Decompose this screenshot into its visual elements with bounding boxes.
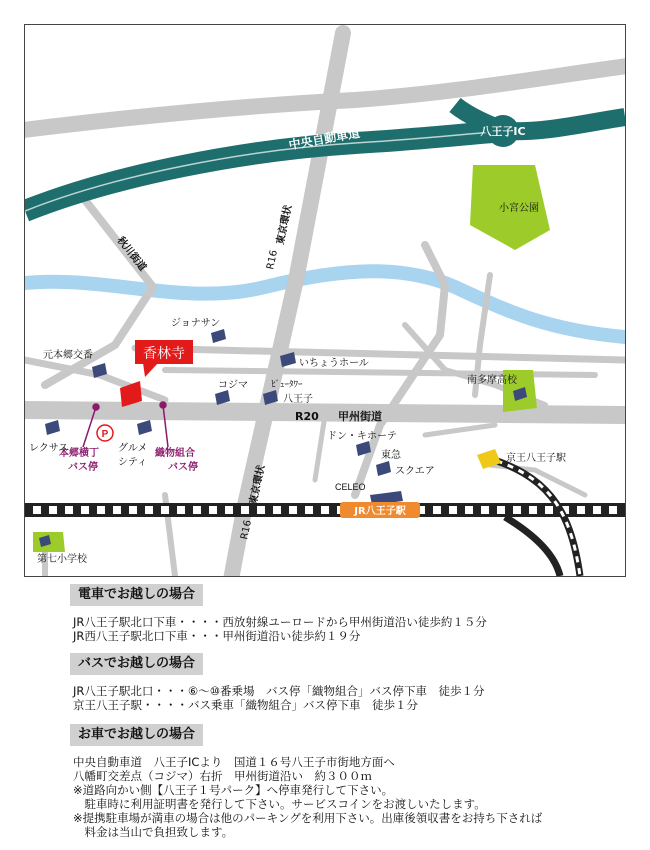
car-line-2: 八幡町交差点（コジマ）右折 甲州街道沿い 約３００ｍ (73, 769, 372, 783)
train-line-2: JR西八王子駅北口下車・・・甲州街道沿い徒歩約１９分 (73, 629, 361, 643)
map-canvas (25, 25, 625, 576)
hongo-busstop-label-2: バス停 (68, 462, 98, 473)
gourmet-label-2: シティ (118, 457, 148, 468)
lexus-label: レクサス (29, 443, 69, 454)
river (25, 271, 625, 337)
orimono-busstop-label-1: 織物組合 (155, 448, 195, 459)
building-gourmet (137, 420, 152, 435)
train-section-title: 電車でお越しの場合 (70, 584, 203, 606)
r16-lower-label: R16 (239, 519, 255, 541)
korinji-callout-pointer (143, 363, 158, 377)
minamitama-label: 南多摩高校 (467, 375, 517, 386)
akigawa-label: 秋川街道 (114, 235, 148, 274)
koshu-label: 甲州街道 (338, 410, 382, 423)
beauty-tower-label-2: 八王子 (283, 394, 313, 405)
jonathan-label: ジョナサン (171, 318, 221, 329)
hongo-busstop-label-1: 本郷横丁 (59, 448, 99, 459)
bus-section-title: バスでお越しの場合 (70, 653, 203, 675)
building-tokyu (376, 461, 391, 476)
chuo-expressway (25, 131, 505, 211)
car-line-1: 中央自動車道 八王子ICより 国道１６号八王子市街地方面へ (73, 755, 395, 769)
don-quijote-label: ドン・キホーテ (327, 431, 397, 442)
bus-line-1: JR八王子駅北口・・・⑥～⑩番乗場 バス停「織物組合」バス停下車 徒歩１分 (73, 684, 485, 698)
ic-label: 八王子IC (480, 125, 526, 138)
bus-line-2: 京王八王子駅・・・・バス乗車「織物組合」バス停下車 徒歩１分 (73, 698, 418, 712)
keio-station-label: 京王八王子駅 (506, 453, 566, 464)
car-line-4: 駐車時に利用証明書を発行して下さい。サービスコインをお渡しいたします。 (73, 797, 486, 811)
school7-label: 第七小学校 (37, 554, 87, 565)
gourmet-label-1: グルメ (118, 443, 148, 454)
building-jonathan (211, 329, 226, 343)
parking-label: P (101, 429, 109, 440)
car-line-6: 料金は当山で負担致します。 (73, 825, 234, 839)
tokyu-label-1: 東急 (381, 450, 401, 461)
orimono-busstop-label-2: バス停 (168, 462, 198, 473)
celeo-label: CELEO (335, 482, 366, 492)
highway-label: 中央自動車道 (287, 125, 361, 153)
tokyo-loop-lower-label: 東京環状 (248, 464, 268, 506)
car-line-5: ※提携駐車場が満車の場合は他のパーキングを利用下さい。出庫後領収書をお持ち下されば (73, 811, 543, 825)
railway (25, 457, 625, 576)
tokyo-loop-upper-label: 東京環状 (275, 204, 295, 246)
kojima-label: コジマ (218, 380, 248, 391)
access-map (24, 24, 626, 577)
r20-label: R20 (295, 410, 319, 423)
roads (25, 33, 625, 576)
building-lexus (45, 420, 60, 435)
icho-hall-label: いちょうホール (299, 358, 369, 369)
local-road-7 (425, 425, 495, 435)
korinji-label: 香林寺 (143, 346, 185, 362)
park-label: 小宮公園 (499, 203, 539, 214)
car-line-3: ※道路向かい側【八王子１号パーク】へ停車発行して下さい。 (73, 783, 394, 797)
car-section-title: お車でお越しの場合 (70, 724, 203, 746)
beauty-tower-label-1: ﾋﾞｭｰﾀﾜｰ (271, 380, 303, 390)
jr-station-label: JR八王子駅 (354, 506, 406, 517)
local-road-8 (315, 415, 325, 480)
tokyu-label-2: スクエア (395, 466, 435, 477)
local-road-2 (135, 348, 625, 360)
r16-upper-label: R16 (265, 249, 281, 271)
koshu-road (25, 410, 625, 415)
motohongo-label: 元本郷交番 (43, 350, 93, 361)
train-line-1: JR八王子駅北口下車・・・・西放射線ユーロードから甲州街道沿い徒歩約１５分 (73, 615, 487, 629)
